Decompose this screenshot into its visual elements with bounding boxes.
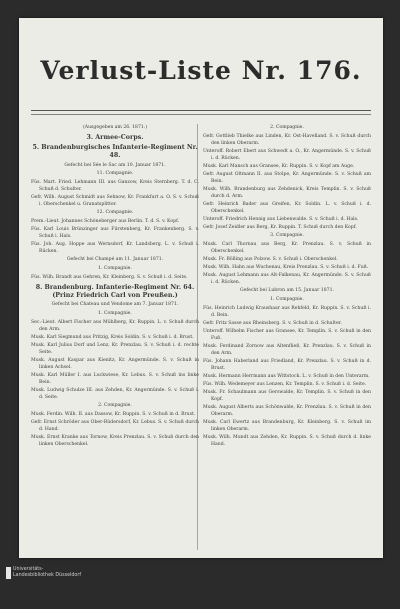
casualty-entry: Musk. Karl Siegmund aus Pritzig, Kreis Soldin. S. v. Schuß i. d. Brust. — [31, 335, 194, 341]
library-logo-mark — [6, 567, 11, 579]
casualty-entry: Musk. Hermann Herrmann aus Wittstock. L. v. Schuß in den Unterarm. — [203, 374, 370, 380]
casualty-entry: Unteroff. Friedrich Hennig aus Liebenwalde. S. v. Schuß i. d. Hals. — [203, 217, 359, 222]
subheading: 2. Compagnie. — [270, 125, 304, 130]
casualty-entry: Füs. Wilh. Wedemeyer aus Lenzen, Kr. Templin. S. v. Schuß i. d. Seite. — [203, 382, 367, 388]
casualty-entry: Gefr. Josef Zeidler aus Berg, Kr. Ruppin. T. Schuß durch den Kopf. — [203, 225, 357, 231]
subheading: Gefecht bei Sée le Sac am 10. Januar 1871. — [64, 162, 166, 168]
subheading: 12. Compagnie. — [96, 210, 134, 216]
casualty-entry: Musk. Ferdin. Wilh. II. aus Dassow, Kr. Ruppin. S. v. Schuß in d. Brust. — [31, 412, 196, 418]
footer-line-1: Universitäts- — [13, 567, 44, 572]
casualty-entry: Gefr. Heinrich Bader aus Greifen, Kr. Soldin. L. v. Schuß i. d. Oberschenkel. — [203, 202, 371, 214]
section-heading: 8. Brandenburg. Infanterie-Regiment Nr. 64. (Prinz Friedrich Carl von Preußen.) — [35, 284, 195, 300]
casualty-entry: Musk. August Lehmann aus Alt-Falkenau, Kr. Angermünde. S. v. Schuß i. d. Rücken. — [203, 273, 371, 286]
casualty-entry: Gefr. Ernst Schröder aus Ober-Rüdersdorf, Kr. Lebus. S. v. Schuß durch d. Hand. — [31, 420, 199, 433]
casualty-entry: Füs. Karl Louis Brünzinger aus Fürstenberg, Kr. Frankenberg. S. v. Schuß i. Hals. — [31, 227, 199, 240]
casualty-entry: Prem.-Lieut. Johannes Schöneberger aus Berlin. T. d. S. v. Kopf. — [31, 219, 180, 225]
left-column — [31, 124, 199, 450]
newspaper-page — [19, 18, 383, 558]
casualty-entry: Gefr. Fritz Sasse aus Rheinsberg. S. v. Schuß in d. Schulter. — [203, 321, 342, 327]
casualty-entry: Musk. Wilh. Mundt aus Zehden, Kr. Ruppin. S. v. Schuß durch d. linke Hand. — [203, 435, 371, 448]
casualty-entry: Musk. Fr. Schaulmann aus Gerswalde, Kr. Templin. S. v. Schuß in den Kopf. — [203, 390, 371, 403]
casualty-entry: Füs. Joh. Aug. Hoppe aus Wernsdorf, Kr. Landsberg. L. v. Schuß i. Rücken. — [31, 242, 199, 255]
casualty-entry: Gefr. August Oltmann II. aus Stolpe, Kr. Angermünde. S. v. Schuß am Bein. — [203, 172, 371, 184]
casualty-entry: Füs. Heinrich Ludwig Kraushaar aus Rehfeld, Kr. Ruppin. S. v. Schuß i. d. Bein. — [203, 306, 371, 318]
subheading: Gefecht bei Champé am 11. Januar 1871. — [66, 257, 164, 263]
casualty-entry: Musk. Carl Ewertz aus Brandenburg, Kr. Kleinberg. S. v. Schuß im linken Oberarm. — [203, 420, 371, 433]
casualty-entry: Musk. Fr. Bölling aus Polzow. S. v. Schuß i. Oberschenkel. — [203, 257, 338, 263]
subheading: 11. Compagnie. — [96, 171, 134, 177]
subheading: 1. Compagnie. — [98, 266, 132, 272]
subheading: Gefecht bei Chateau und Vendome am 7. Januar 1871. — [51, 302, 179, 308]
subheading: 1. Compagnie. — [270, 297, 304, 303]
casualty-entry: Gefr. Gottlieb Thielke aus Linden, Kr. Ost-Havelland. S. v. Schuß durch den linken Oberarm. — [203, 133, 371, 146]
casualty-entry: Musk. Ernst Kranke aus Tornow, Kreis Prenzlau. S. v. Schuß durch den linken Oberschenkel. — [31, 435, 199, 448]
subheading: Gefecht bei Lubron am 15. Januar 1871. — [240, 288, 334, 294]
casualty-entry: Musk. Wilh. Hahn aus Wuchenau, Kreis Prenzlau. S. v. Schuß i. d. Fuß. — [203, 265, 369, 271]
casualty-entry: Musk. Ferdinand Zornow aus Altenfließ, Kr. Prenzlau. S. v. Schuß in den Arm. — [203, 344, 371, 357]
casualty-entry: Gefr. Wilh. August Schmidt aus Sehnow, Kr. Frankfurt a. O. S. v. Schuß i. Oberschenkel u. Granatsplitter. — [31, 195, 199, 208]
subheading: 1. Compagnie. — [98, 311, 132, 317]
casualty-entry: Füs. Mart. Fried. Lehmann III. aus Ganzow, Kreis Sternberg. T. d. C. Schuß d. Schulter. — [31, 180, 199, 193]
casualty-entry: Musk. August Kaspar aus Kienitz, Kr. Angermünde. S. v. Schuß in linken Achsel. — [31, 358, 199, 371]
casualty-entry: Musk. Wilh. Brandenburg aus Zehdenick, Kreis Templin. S. v. Schuß durch d. Arm. — [203, 187, 371, 199]
title-rule — [31, 110, 371, 111]
section-heading: 5. Brandenburgisches Infanterie-Regiment Nr. 48. — [32, 144, 198, 160]
casualty-entry: Musk. Carl Thornau aus Berg, Kr. Prenzlau. S. v. Schuß in Oberschenkel. — [203, 242, 371, 254]
casualty-entry: Unteroff. Robert Ebert aus Schwedt a. O., Kr. Angermünde. S. v. Schuß i. d. Rücken. — [203, 148, 371, 161]
section-heading: 3. Armee-Corps. — [86, 133, 144, 141]
subheading: 3. Compagnie. — [270, 233, 304, 239]
subheading: 2. Compagnie. — [98, 403, 132, 409]
casualty-entry: Sec.-Lieut. Albert Fischer aus Mühlberg, Kr. Ruppin. L. v. Schuß durch den Arm. — [31, 320, 199, 333]
casualty-entry: Musk. Karl Mansch aus Gransee, Kr. Ruppin. S. v. Kopf am Auge. — [203, 163, 355, 169]
footer-line-2: Landesbibliothek Düsseldorf — [13, 573, 82, 578]
title-rule-thin — [31, 114, 371, 115]
casualty-entry: Musk. Ludwig Schulze III. aus Zehden, Kr. Angermünde. S. v. Schuß i. d. Seite. — [31, 388, 199, 401]
casualty-entry: Musk. Karl Julius Dorf und Lenz, Kr. Prenzlau. S. v. Schuß i. d. rechte Seite. — [31, 343, 199, 356]
casualty-entry: Musk. August Alberts aus Schönwalde, Kr. Prenzlau. S. v. Schuß in den Oberarm. — [203, 405, 371, 418]
casualty-entry: Musk. Karl Müller I. aus Luckwiese, Kr. Lebus. S. v. Schuß ins linke Bein. — [31, 373, 199, 386]
subheading: (Ausgegeben am 26. 1871.) — [82, 125, 148, 130]
casualty-entry: Unteroff. Wilhelm Fischer aus Gransee, Kr. Templin. S. v. Schuß in den Fuß. — [203, 329, 371, 342]
page-title: Verlust-Liste Nr. 176. — [40, 56, 362, 85]
right-column — [203, 124, 371, 450]
casualty-entry: Füs. Johann Haberland aus Friedland, Kr. Prenzlau. S. v. Schuß in d. Brust. — [203, 359, 371, 372]
casualty-entry: Füs. Wilh. Brandt aus Gehren, Kr. Kleinberg. S. v. Schuß i. d. Seite. — [31, 275, 188, 281]
